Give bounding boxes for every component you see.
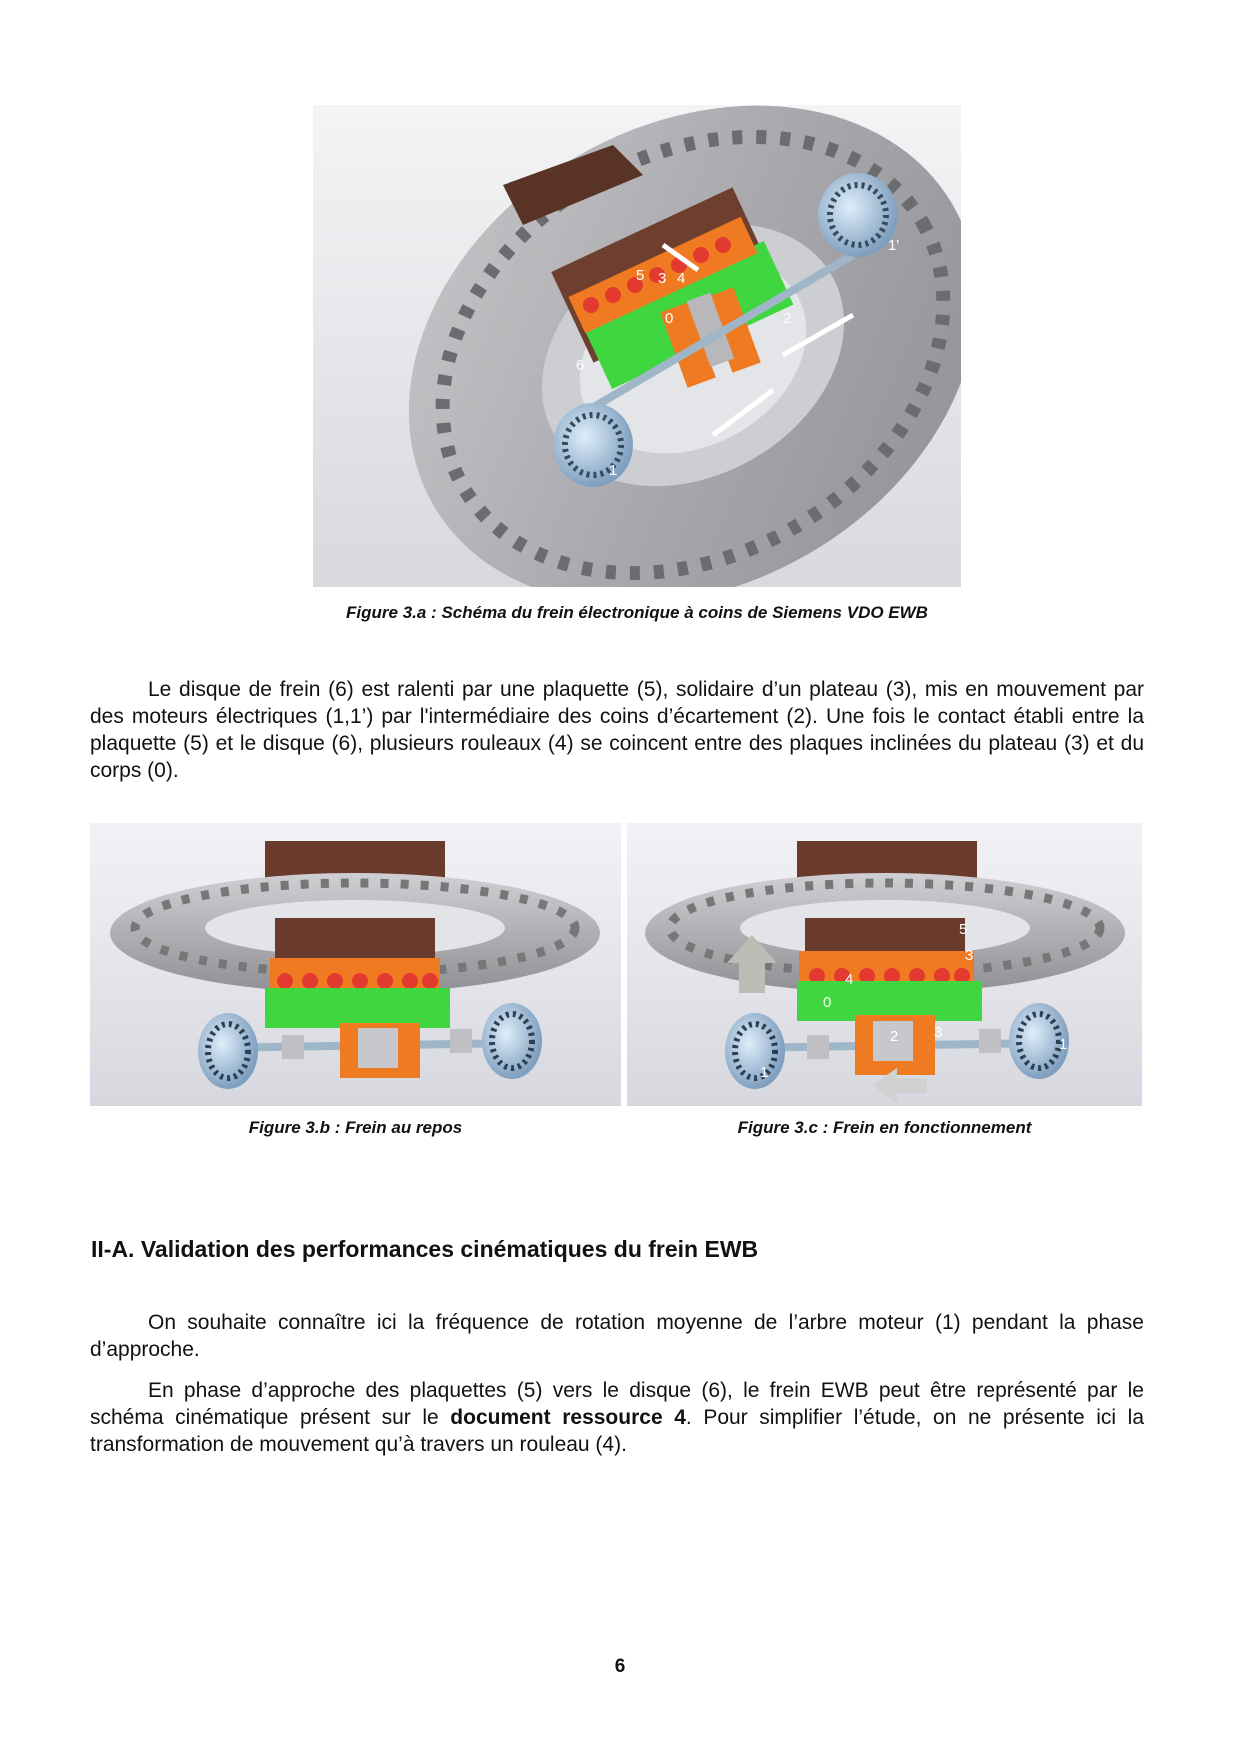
paragraph-model-text-1: En phase d’approche des plaquettes (5) vers le disque (6), le frein EWB peut être représenté par le schéma cinématique présent sur le: [90, 1379, 1144, 1429]
fig-c-label: 4: [845, 971, 854, 988]
fig-c-label: 3: [965, 947, 974, 964]
fig-a-label: 5: [636, 267, 645, 284]
fig-a-label: 1': [888, 237, 900, 254]
fig-a-label: 1: [609, 462, 618, 479]
figure-3b-svg: [90, 823, 621, 1106]
figure-3a-svg: [313, 105, 961, 587]
figure-3a-image: [313, 105, 961, 587]
fig-c-label: 5: [959, 921, 968, 938]
figure-3b-image: [90, 823, 621, 1106]
fig-a-label: 4: [677, 270, 686, 287]
fig-c-label: 0: [823, 994, 832, 1011]
paragraph-model-text-2: . Pour simplifier l’étude, on ne présente ici la transformation de mouvement qu’à travers un rouleau (4).: [90, 1406, 1144, 1456]
section-heading: II-A. Validation des performances cinématiques du frein EWB: [91, 1236, 759, 1262]
fig-c-label: 1: [760, 1064, 769, 1081]
figure-3a-caption: Figure 3.a : Schéma du frein électronique à coins de Siemens VDO EWB: [346, 603, 928, 622]
fig-a-label: 3: [658, 270, 667, 287]
fig-a-label: 0: [665, 310, 674, 327]
paragraph-intro: Le disque de frein (6) est ralenti par une plaquette (5), solidaire d’un plateau (3), mis en mouvement par des moteurs électriques (1,1’) par l'intermédiaire des coins d’écartement (2). Une fois le contact établi entre la plaquette (5) et le disque (6), plusieurs rouleaux (4) se coincent entre des plaques inclinées du plateau (3) et du corps (0).: [90, 678, 1144, 782]
figure-3c-svg: [627, 823, 1142, 1106]
fig-c-label: 2: [890, 1028, 899, 1045]
fig-c-label: 1: [1059, 1036, 1068, 1053]
figure-3c-caption: Figure 3.c : Frein en fonctionnement: [737, 1118, 1032, 1137]
fig-a-label: 6: [576, 357, 585, 374]
paragraph-model: [90, 1377, 1144, 1458]
paragraph-approach: On souhaite connaître ici la fréquence de rotation moyenne de l’arbre moteur (1) pendant la phase d’approche.: [90, 1311, 1144, 1361]
figure-3c-image: [627, 823, 1142, 1106]
figure-3b-caption: Figure 3.b : Frein au repos: [248, 1118, 463, 1137]
fig-c-label: 3: [934, 1024, 943, 1041]
page-number: 6: [614, 1656, 626, 1677]
fig-a-label: 2: [783, 310, 792, 327]
document-ressource-reference: document ressource 4: [450, 1406, 686, 1429]
